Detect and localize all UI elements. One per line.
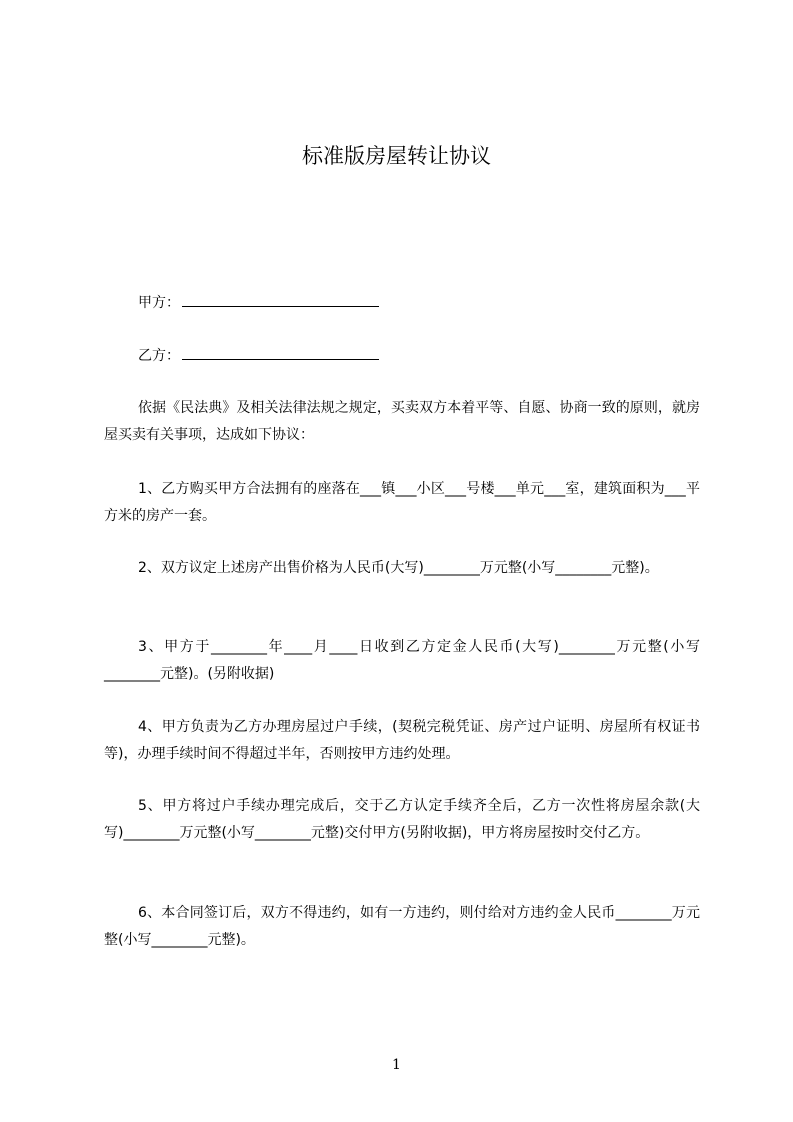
clause-5-paragraph: 5、甲方将过户手续办理完成后，交于乙方认定手续齐全后，乙方一次性将房屋余款(大写)________万元整(小写________元整)交付甲方(另附收据)，甲方将房屋按时交付乙方。 bbox=[104, 798, 700, 841]
clause-1-paragraph: 1、乙方购买甲方合法拥有的座落在___镇___小区___号楼___单元___室，建筑面积为___平方米的房产一套。 bbox=[104, 481, 700, 524]
party-b-line bbox=[138, 345, 379, 366]
document-title: 标准版房屋转让协议 bbox=[302, 144, 491, 168]
page-number: 1 bbox=[392, 1057, 401, 1073]
party-a-blank bbox=[182, 292, 379, 307]
clause-4-paragraph: 4、甲方负责为乙方办理房屋过户手续，(契税完税凭证、房产过户证明、房屋所有权证书等)，办理手续时间不得超过半年，否则按甲方违约处理。 bbox=[104, 719, 700, 762]
clause-3-paragraph: 3、甲方于________年____月____日收到乙方定金人民币(大写)________万元整(小写________元整)。(另附收据) bbox=[104, 639, 700, 682]
party-a-label: 甲方： bbox=[138, 295, 180, 311]
clause-2-paragraph: 2、双方议定上述房产出售价格为人民币(大写)________万元整(小写________元整)。 bbox=[138, 560, 659, 576]
party-b-label: 乙方： bbox=[138, 348, 180, 364]
preamble-paragraph: 依据《民法典》及相关法律法规之规定，买卖双方本着平等、自愿、协商一致的原则，就房屋买卖有关事项，达成如下协议： bbox=[104, 400, 700, 443]
party-b-blank bbox=[182, 345, 379, 360]
clause-6-paragraph: 6、本合同签订后，双方不得违约，如有一方违约，则付给对方违约金人民币________万元整(小写________元整)。 bbox=[104, 905, 700, 948]
party-a-line bbox=[138, 292, 379, 313]
